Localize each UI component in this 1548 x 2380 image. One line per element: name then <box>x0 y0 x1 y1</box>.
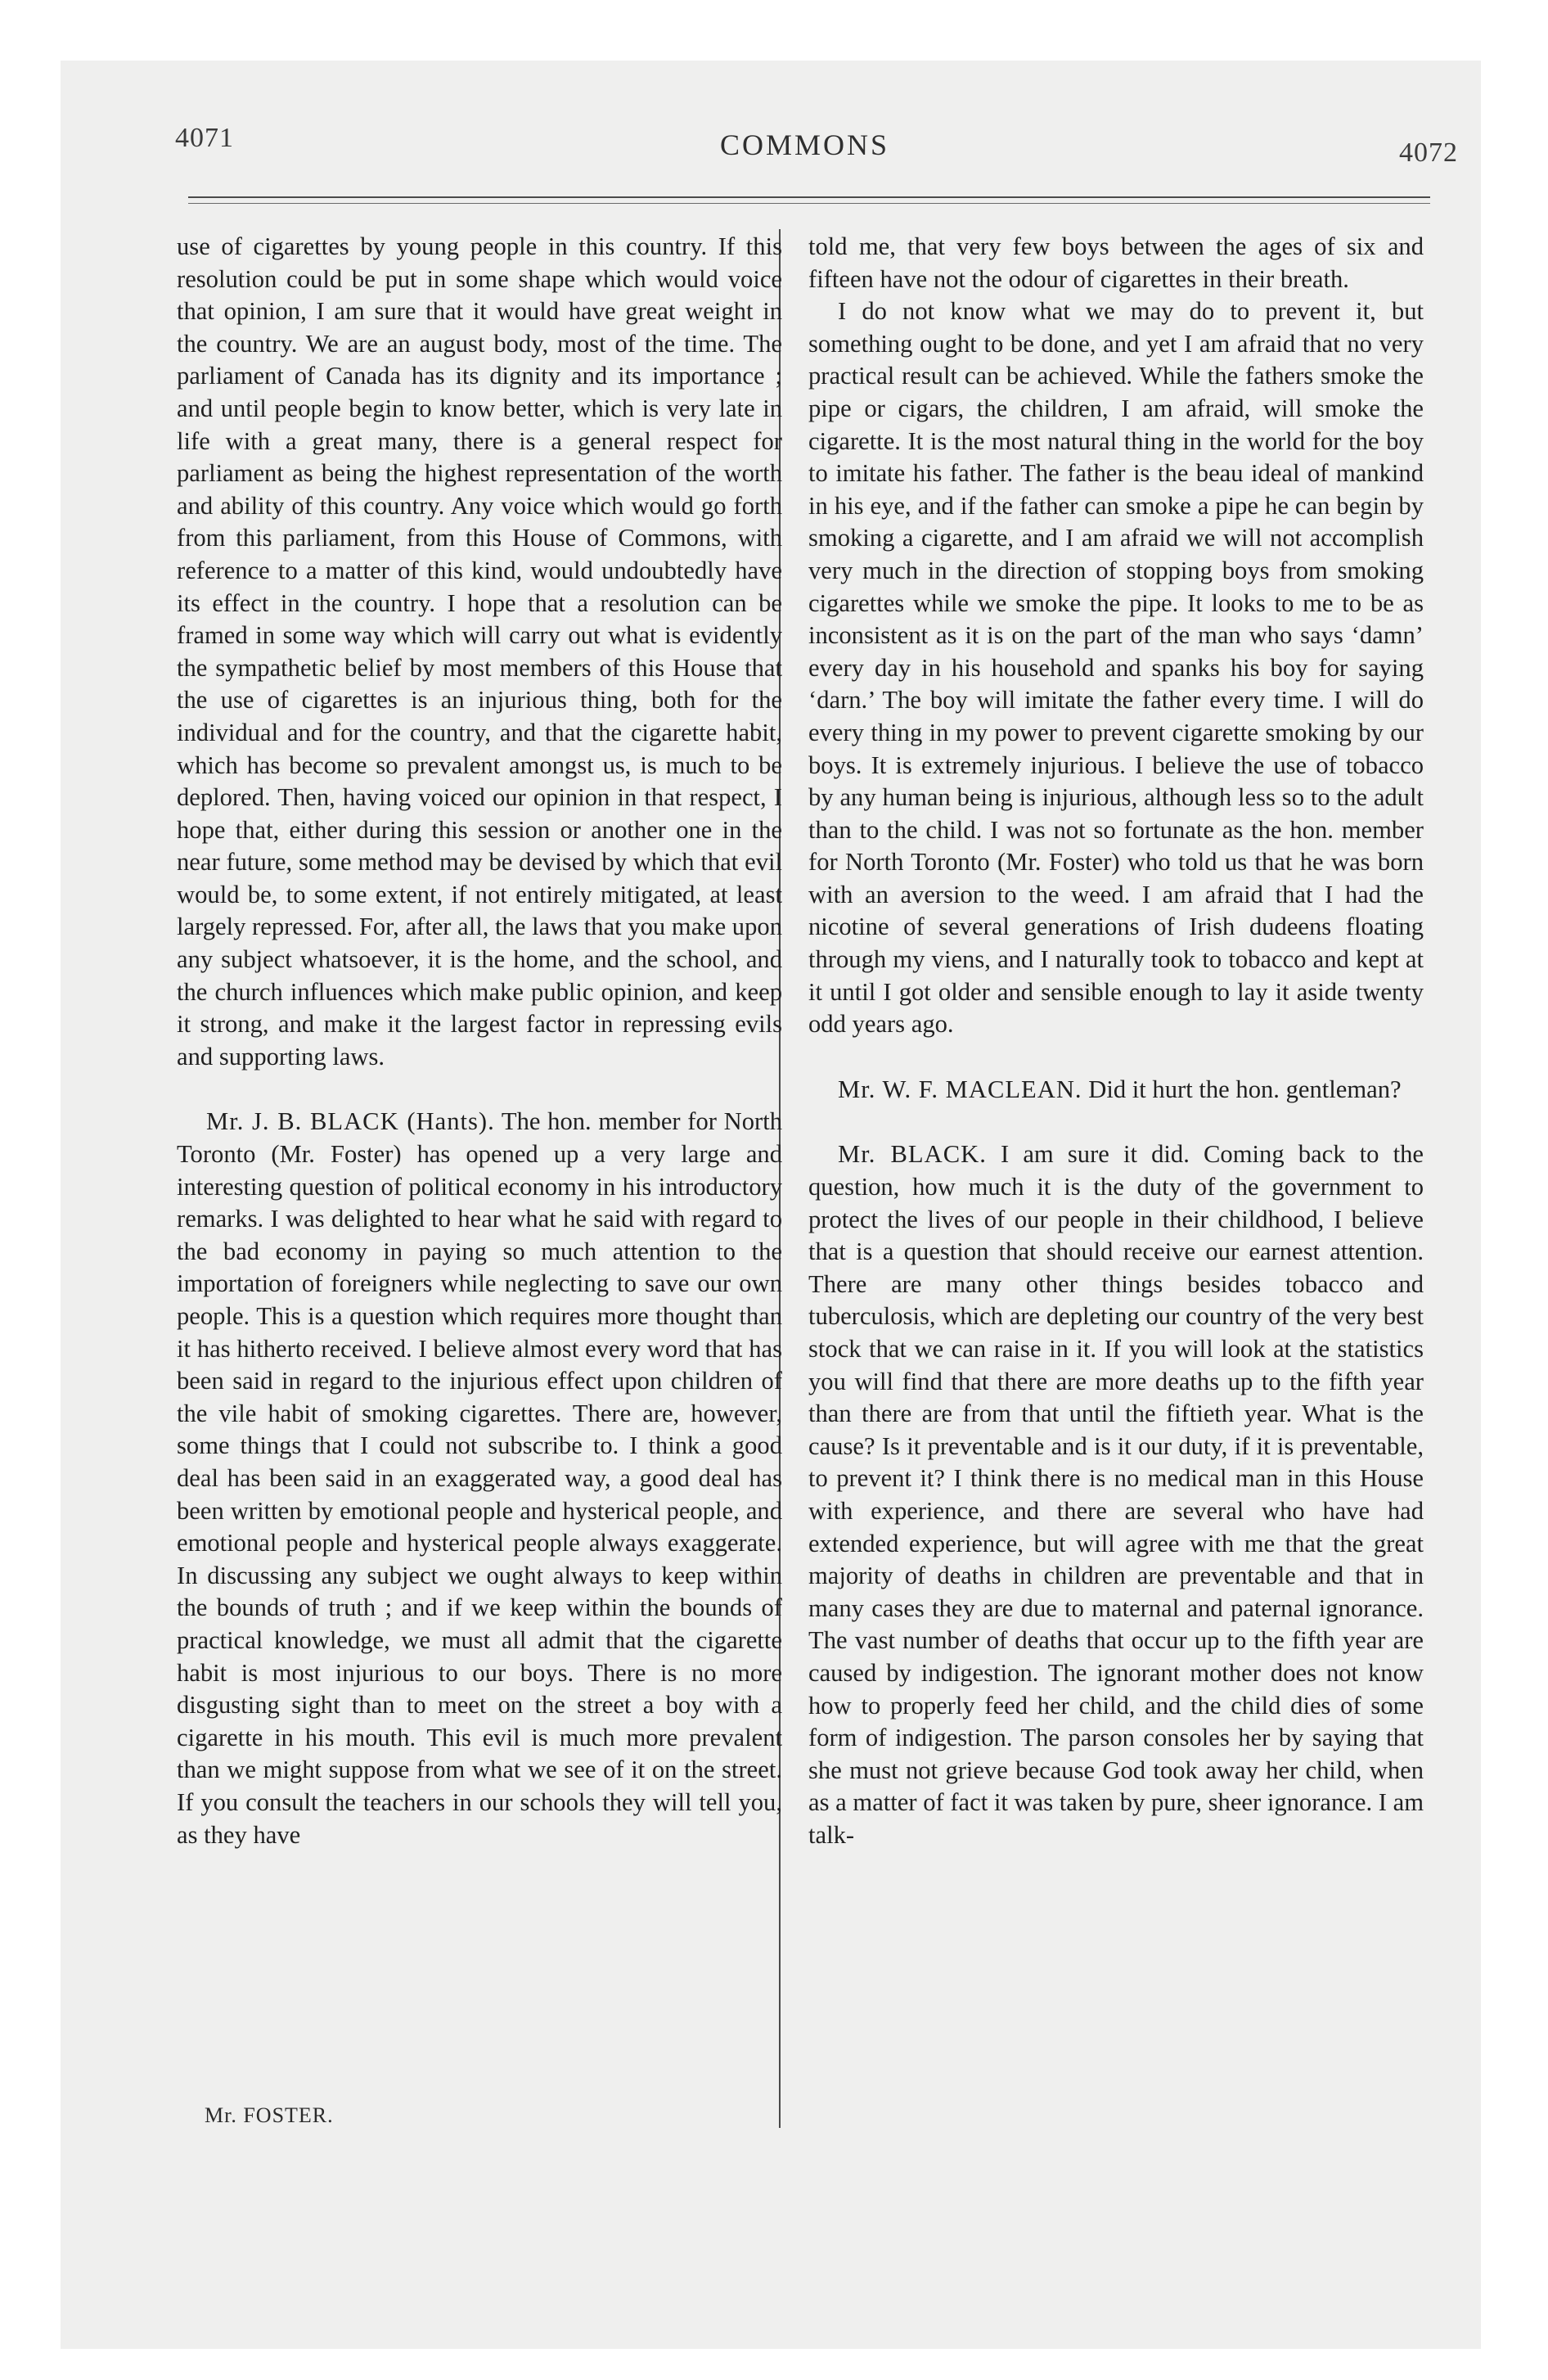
speech-text: I am sure it did. Coming back to the question, how much it is the duty of the government to protect the lives of our people in their childhood, I believe that is a question that should receive our earnest attention. There are many other things besides tobacco and tuberculosis, which are depleting our country of the very best stock that we can raise in it. If you will look at the statistics you will find that there are more deaths up to the fifth year than there are from that until the fiftieth year. What is the cause? Is it preventable and is it our duty, if it is preventable, to prevent it? I think there is no medical man in this House with experience, and there are several who have had extended experience, but will agree with me that the great majority of deaths in children are preventable and that in many cases they are due to maternal and paternal ignorance. The vast number of deaths that occur up to the fifth year are caused by indigestion. The ignorant mother does not know how to properly feed her child, and the child dies of some form of indigestion. The parson consoles her by saying that she must not grieve because God took away her child, when as a matter of fact it was taken by pure, sheer ignorance. I am talk- <box>808 1140 1424 1849</box>
left-column <box>177 231 782 1851</box>
paragraph: use of cigarettes by young people in this country. If this resolution could be put in some shape which would voice that opinion, I am sure that it would have great weight in the country. We are an august body, most of the time. The parliament of Canada has its dignity and its importance ; and until people begin to know better, which is very late in life with a great many, there is a general respect for parliament as being the highest representation of the worth and ability of this country. Any voice which would go forth from this parliament, from this House of Commons, with reference to a matter of this kind, would undoubtedly have its effect in the country. I hope that a resolution can be framed in some way which will carry out what is evidently the sympathetic belief by most members of this House that the use of cigarettes is an injurious thing, both for the individual and for the country, and that the cigarette habit, which has become so prevalent amongst us, is much to be deplored. Then, having voiced our opinion in that respect, I hope that, either during this session or another one in the near future, some method may be devised by which that evil would be, to some extent, if not entirely mitigated, at least largely repressed. For, after all, the laws that you make upon any subject whatsoever, it is the home, and the school, and the church influences which make public opinion, and keep it strong, and make it the largest factor in repressing evils and supporting laws. <box>177 232 782 1071</box>
right-column <box>808 231 1424 1852</box>
header-rule-thin <box>188 203 1430 204</box>
paragraph: told me, that very few boys between the ages of six and fifteen have not the odour of cigarettes in their breath. <box>808 232 1424 293</box>
speech-paragraph <box>808 1138 1424 1851</box>
speech-text: The hon. member for North Toronto (Mr. Foster) has opened up a very large and interesting question of political economy in his introductory remarks. I was delighted to hear what he said with regard to the bad economy in paying so much attention to the importation of foreigners while neglecting to save our own people. This is a question which requires more thought than it has hitherto received. I believe almost every word that has been said in regard to the injurious effect upon children of the vile habit of smoking cigarettes. There are, however, some things that I could not subscribe to. I think a good deal has been said in an exaggerated way, a good deal has been written by emotional people and hysterical people, and emotional people and hysterical people always exaggerate. In discussing any subject we ought always to keep within the bounds of truth ; and if we keep within the bounds of practical knowledge, we must all admit that the cigarette habit is most injurious to our boys. There is no more disgusting sight than to meet on the street a boy with a cigarette in his mouth. This evil is much more prevalent than we might suppose from what we see of it on the street. If you consult the teachers in our schools they will tell you, as they have <box>177 1107 783 1849</box>
page-number-left: 4071 <box>175 123 234 153</box>
speech-text: Did it hurt the hon. gentleman? <box>1088 1075 1402 1103</box>
speaker-name: Mr. BLACK. <box>838 1140 987 1169</box>
speech-paragraph <box>177 1106 782 1851</box>
speech-paragraph <box>808 1074 1424 1107</box>
page-number-right: 4072 <box>1399 137 1458 168</box>
header-rule <box>188 196 1430 198</box>
speaker-name: Mr. W. F. MACLEAN. <box>838 1075 1082 1103</box>
running-head: COMMONS <box>720 128 890 161</box>
speaker-name: Mr. J. B. BLACK (Hants). <box>206 1107 495 1136</box>
paragraph: I do not know what we may do to prevent it, but something ought to be done, and yet I am afraid that no very practical result can be achieved. While the fathers smoke the pipe or cigars, the children, I am afraid, will smoke the cigarette. It is the most natural thing in the world for the boy to imitate his father. The father is the beau ideal of mankind in his eye, and if the father can smoke a pipe he can begin by smoking a cigarette, and I am afraid we will not accomplish very much in the direction of stopping boys from smoking cigarettes while we smoke the pipe. It looks to me to be as inconsistent as it is on the part of the man who says ‘damn’ every day in his household and spanks his boy for saying ‘darn.’ The boy will imitate the father every time. I will do every thing in my power to prevent cigarette smoking by our boys. It is extremely injurious. I believe the use of tobacco by any human being is injurious, although less so to the adult than to the child. I was not so fortunate as the hon. member for North Toronto (Mr. Foster) who told us that he was born with an aversion to the weed. I am afraid that I had the nicotine of several generations of Irish dudeens floating through my viens, and I naturally took to tobacco and kept at it until I got older and sensible enough to lay it aside twenty odd years ago. <box>808 297 1424 1039</box>
column-footer-signature: Mr. FOSTER. <box>205 2103 334 2127</box>
